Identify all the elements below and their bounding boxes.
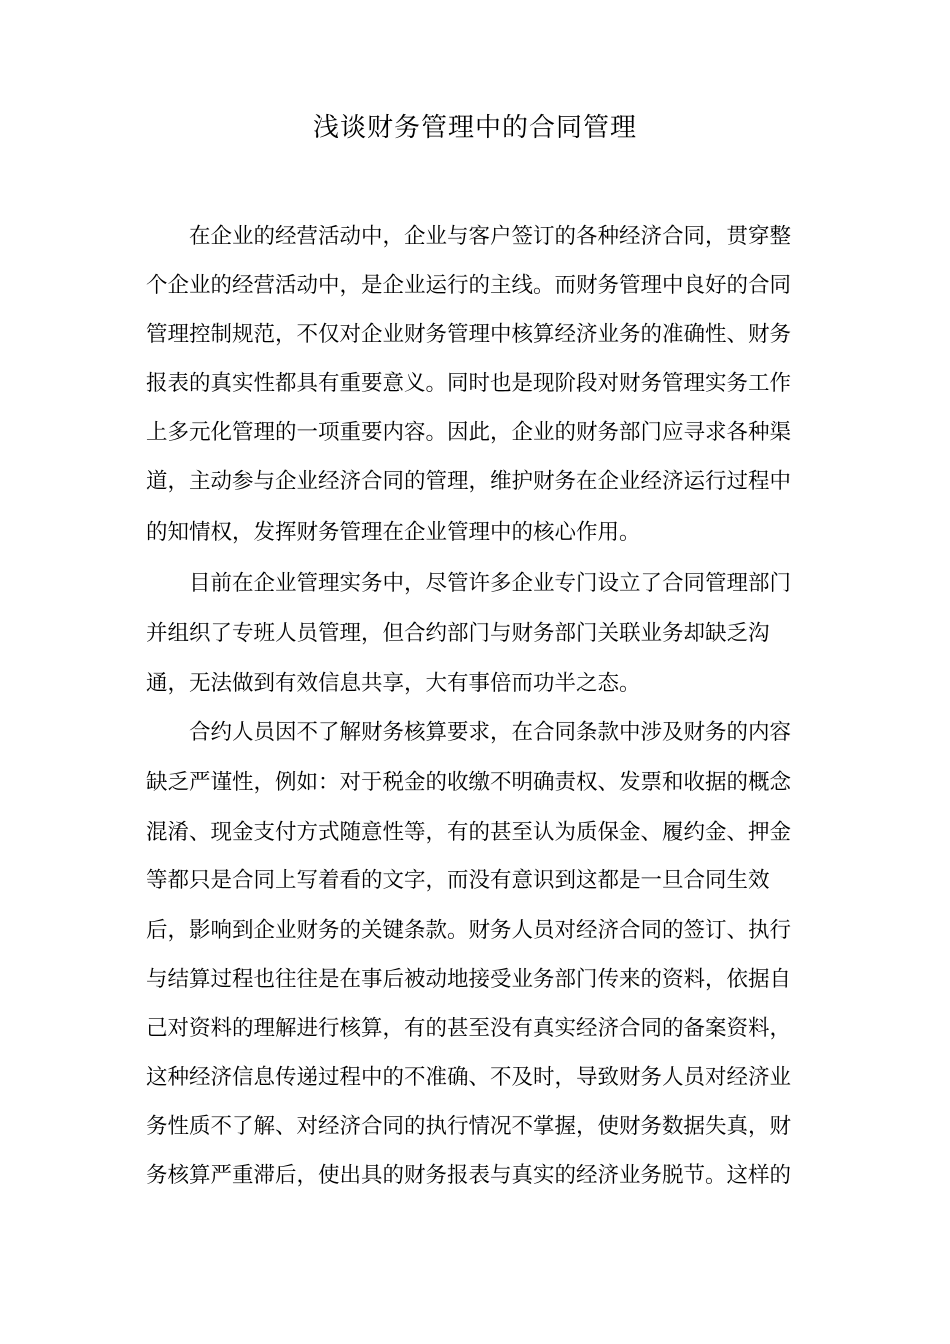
- paragraph-line: 在企业的经营活动中，企业与客户签订的各种经济合同，贯穿整: [189, 224, 792, 249]
- paragraph-line: 个企业的经营活动中，是企业运行的主线。而财务管理中良好的合同: [146, 273, 792, 298]
- paragraph-line: 报表的真实性都具有重要意义。同时也是现阶段对财务管理实务工作: [146, 371, 792, 396]
- paragraph-line: 混淆、现金支付方式随意性等，有的甚至认为质保金、履约金、押金: [146, 820, 792, 845]
- paragraph-line: 上多元化管理的一项重要内容。因此，企业的财务部门应寻求各种渠: [146, 420, 792, 445]
- paragraph-line: 管理控制规范，不仅对企业财务管理中核算经济业务的准确性、财务: [146, 322, 792, 347]
- paragraph-line: 目前在企业管理实务中，尽管许多企业专门设立了合同管理部门: [189, 571, 792, 596]
- paragraph-line: 道，主动参与企业经济合同的管理，维护财务在企业经济运行过程中: [146, 469, 792, 494]
- paragraph-line: 务性质不了解、对经济合同的执行情况不掌握，使财务数据失真，财: [146, 1114, 792, 1139]
- paragraph-line: 己对资料的理解进行核算，有的甚至没有真实经济合同的备案资料，: [146, 1016, 792, 1041]
- paragraph-line: 并组织了专班人员管理，但合约部门与财务部门关联业务却缺乏沟: [146, 621, 770, 646]
- paragraph-line: 与结算过程也往往是在事后被动地接受业务部门传来的资料，依据自: [146, 967, 792, 992]
- paragraph-line: 务核算严重滞后，使出具的财务报表与真实的经济业务脱节。这样的: [146, 1163, 792, 1188]
- paragraph-line: 的知情权，发挥财务管理在企业管理中的核心作用。: [146, 520, 641, 545]
- paragraph-line: 通，无法做到有效信息共享，大有事倍而功半之态。: [146, 671, 641, 696]
- paragraph-line: 这种经济信息传递过程中的不准确、不及时，导致财务人员对经济业: [146, 1065, 792, 1090]
- paragraph-line: 合约人员因不了解财务核算要求，在合同条款中涉及财务的内容: [189, 720, 792, 745]
- paragraph-line: 缺乏严谨性，例如：对于税金的收缴不明确责权、发票和收据的概念: [146, 770, 792, 795]
- paragraph-line: 等都只是合同上写着看的文字，而没有意识到这都是一旦合同生效: [146, 868, 770, 893]
- paragraph-line: 后，影响到企业财务的关键条款。财务人员对经济合同的签订、执行: [146, 918, 792, 943]
- document-title: 浅谈财务管理中的合同管理: [312, 113, 637, 143]
